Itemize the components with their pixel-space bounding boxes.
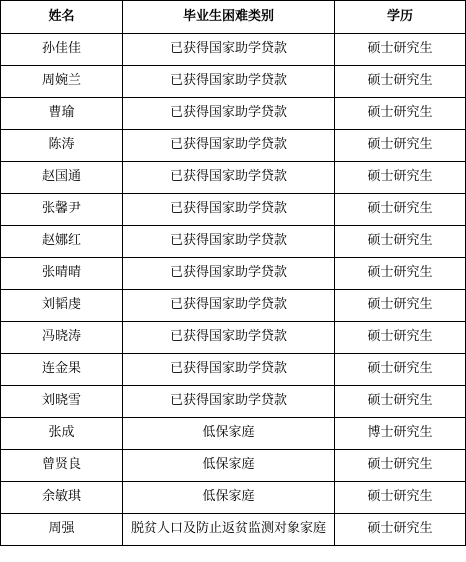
cell-degree: 硕士研究生 bbox=[335, 193, 466, 225]
cell-category: 已获得国家助学贷款 bbox=[123, 193, 335, 225]
cell-name: 余敏琪 bbox=[1, 481, 123, 513]
table-row bbox=[1, 417, 466, 449]
table-row bbox=[1, 193, 466, 225]
cell-degree: 硕士研究生 bbox=[335, 321, 466, 353]
cell-name: 周强 bbox=[1, 513, 123, 545]
cell-degree: 硕士研究生 bbox=[335, 34, 466, 66]
table-row bbox=[1, 65, 466, 97]
cell-category: 已获得国家助学贷款 bbox=[123, 257, 335, 289]
cell-name: 赵娜红 bbox=[1, 225, 123, 257]
header-name: 姓名 bbox=[1, 1, 123, 34]
cell-category: 低保家庭 bbox=[123, 481, 335, 513]
cell-degree: 硕士研究生 bbox=[335, 129, 466, 161]
cell-degree: 硕士研究生 bbox=[335, 385, 466, 417]
cell-name: 张馨尹 bbox=[1, 193, 123, 225]
cell-degree: 硕士研究生 bbox=[335, 225, 466, 257]
cell-degree: 硕士研究生 bbox=[335, 257, 466, 289]
cell-name: 周婉兰 bbox=[1, 65, 123, 97]
table-row bbox=[1, 257, 466, 289]
cell-category: 低保家庭 bbox=[123, 449, 335, 481]
cell-category: 已获得国家助学贷款 bbox=[123, 34, 335, 66]
table-row bbox=[1, 353, 466, 385]
cell-degree: 硕士研究生 bbox=[335, 97, 466, 129]
table-row bbox=[1, 449, 466, 481]
cell-name: 连金果 bbox=[1, 353, 123, 385]
cell-category: 已获得国家助学贷款 bbox=[123, 97, 335, 129]
cell-category: 已获得国家助学贷款 bbox=[123, 65, 335, 97]
cell-name: 曹瑜 bbox=[1, 97, 123, 129]
cell-category: 已获得国家助学贷款 bbox=[123, 289, 335, 321]
cell-name: 张晴晴 bbox=[1, 257, 123, 289]
header-difficulty-category: 毕业生困难类别 bbox=[123, 1, 335, 34]
cell-degree: 硕士研究生 bbox=[335, 513, 466, 545]
cell-degree: 硕士研究生 bbox=[335, 161, 466, 193]
cell-category: 脱贫人口及防止返贫监测对象家庭 bbox=[123, 513, 335, 545]
table-row bbox=[1, 385, 466, 417]
table-row bbox=[1, 289, 466, 321]
cell-degree: 博士研究生 bbox=[335, 417, 466, 449]
cell-degree: 硕士研究生 bbox=[335, 65, 466, 97]
cell-category: 已获得国家助学贷款 bbox=[123, 353, 335, 385]
cell-category: 低保家庭 bbox=[123, 417, 335, 449]
table-row bbox=[1, 129, 466, 161]
cell-category: 已获得国家助学贷款 bbox=[123, 321, 335, 353]
table-row bbox=[1, 34, 466, 66]
table-header-row bbox=[1, 1, 466, 34]
cell-name: 刘韬虔 bbox=[1, 289, 123, 321]
table-row bbox=[1, 481, 466, 513]
cell-degree: 硕士研究生 bbox=[335, 481, 466, 513]
cell-category: 已获得国家助学贷款 bbox=[123, 225, 335, 257]
cell-degree: 硕士研究生 bbox=[335, 353, 466, 385]
cell-category: 已获得国家助学贷款 bbox=[123, 385, 335, 417]
cell-category: 已获得国家助学贷款 bbox=[123, 129, 335, 161]
cell-name: 陈涛 bbox=[1, 129, 123, 161]
cell-name: 冯晓涛 bbox=[1, 321, 123, 353]
table-row bbox=[1, 513, 466, 545]
table-row bbox=[1, 97, 466, 129]
cell-name: 孙佳佳 bbox=[1, 34, 123, 66]
header-degree: 学历 bbox=[335, 1, 466, 34]
cell-name: 曾贤良 bbox=[1, 449, 123, 481]
cell-name: 赵国通 bbox=[1, 161, 123, 193]
cell-name: 张成 bbox=[1, 417, 123, 449]
cell-name: 刘晓雪 bbox=[1, 385, 123, 417]
cell-category: 已获得国家助学贷款 bbox=[123, 161, 335, 193]
table-row bbox=[1, 225, 466, 257]
table-row bbox=[1, 321, 466, 353]
table-row bbox=[1, 161, 466, 193]
cell-degree: 硕士研究生 bbox=[335, 449, 466, 481]
cell-degree: 硕士研究生 bbox=[335, 289, 466, 321]
